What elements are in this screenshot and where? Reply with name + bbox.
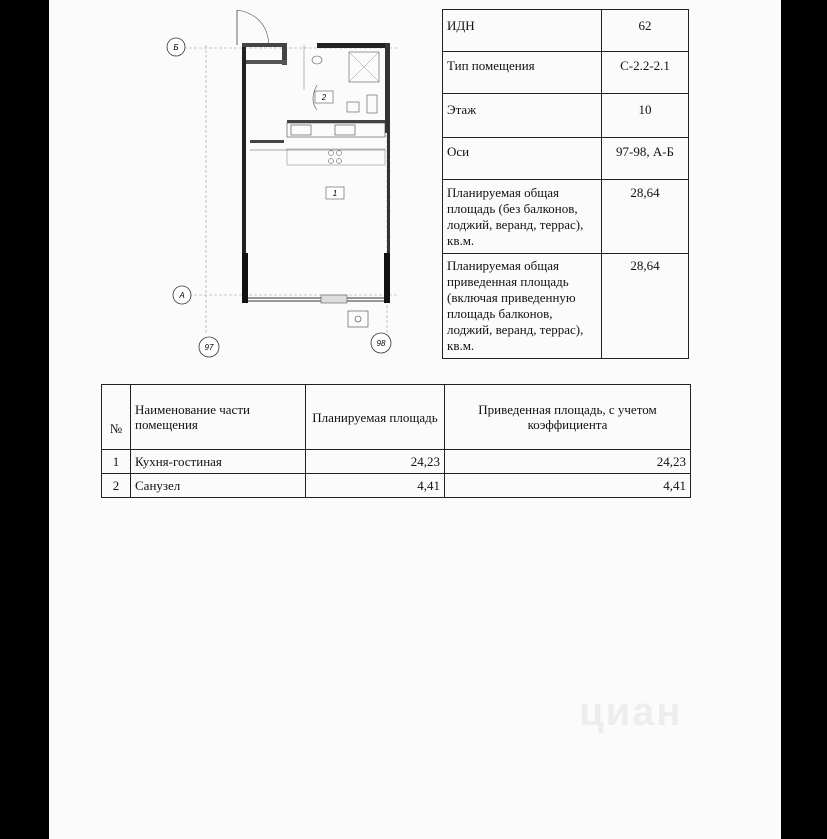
axis-marker-a bbox=[173, 286, 191, 304]
svg-text:1: 1 bbox=[332, 189, 338, 198]
document-page bbox=[49, 0, 781, 839]
info-row-idn: ИДН 62 bbox=[443, 10, 689, 52]
axis-marker-b bbox=[167, 38, 185, 56]
info-row-total-area: Планируемая общая площадь (без балконов, лоджий, веранд, террас), кв.м. 28,64 bbox=[443, 180, 689, 254]
room-tag-2 bbox=[315, 91, 333, 103]
info-row-reduced-area: Планируемая общая приведенная площадь (включая приведенную площадь балконов, лоджий, веранд, террас), кв.м. 28,64 bbox=[443, 254, 689, 359]
header-name: Наименование части помещения bbox=[131, 385, 306, 450]
svg-text:2: 2 bbox=[321, 93, 327, 102]
header-num: № bbox=[102, 385, 131, 450]
svg-text:97: 97 bbox=[204, 343, 214, 352]
info-row-floor: Этаж 10 bbox=[443, 94, 689, 138]
watermark: циан bbox=[579, 690, 683, 734]
header-reduced: Приведенная площадь, с учетом коэффициента bbox=[445, 385, 691, 450]
svg-text:98: 98 bbox=[376, 339, 386, 348]
table-row: 1 Кухня-гостиная 24,23 24,23 bbox=[102, 450, 691, 474]
header-planned: Планируемая площадь bbox=[306, 385, 445, 450]
info-row-type: Тип помещения С-2.2-2.1 bbox=[443, 52, 689, 94]
axis-marker-98 bbox=[371, 333, 391, 353]
rooms-table bbox=[101, 384, 691, 498]
rooms-table-header bbox=[102, 385, 691, 450]
apartment-info-table bbox=[442, 9, 689, 359]
table-row: 2 Санузел 4,41 4,41 bbox=[102, 474, 691, 498]
svg-text:А: А bbox=[179, 291, 185, 300]
room-tag-1 bbox=[326, 187, 344, 199]
axis-marker-97 bbox=[199, 337, 219, 357]
floor-plan bbox=[159, 5, 399, 360]
info-row-axes: Оси 97-98, А-Б bbox=[443, 138, 689, 180]
svg-text:Б: Б bbox=[173, 43, 179, 52]
